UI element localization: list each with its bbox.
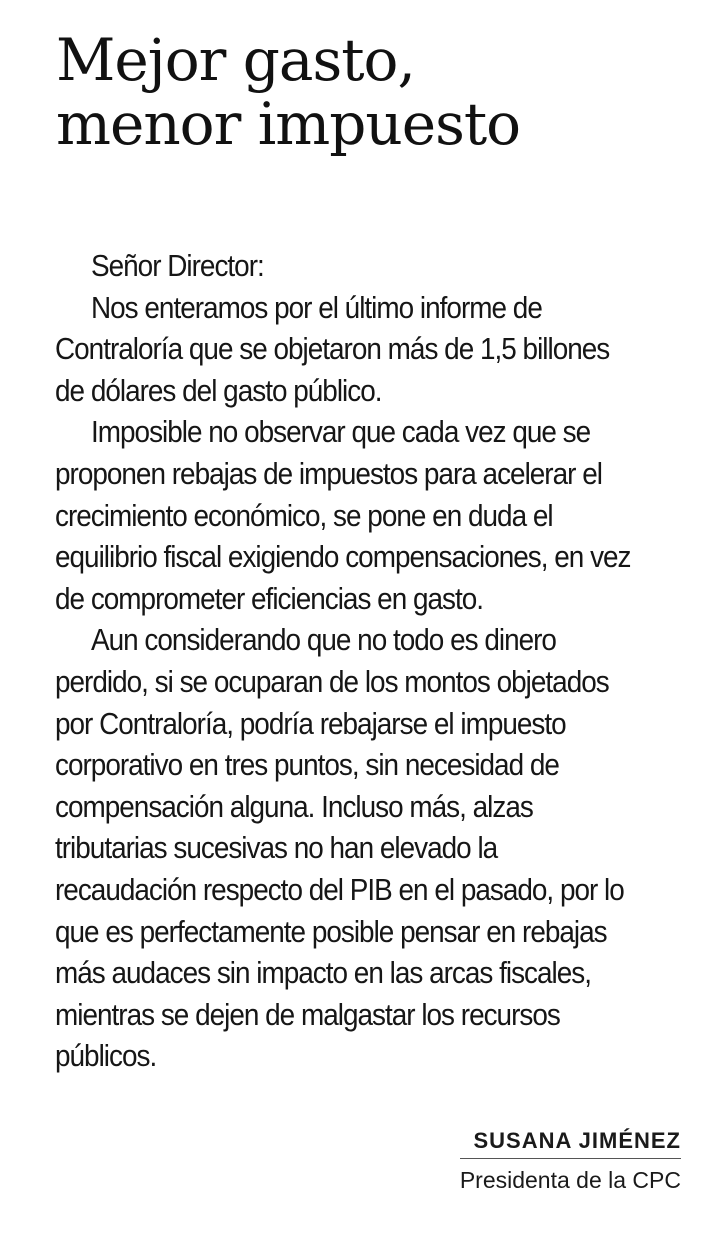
author-name: SUSANA JIMÉNEZ	[460, 1128, 681, 1159]
salutation: Señor Director:	[91, 248, 264, 283]
paragraph-3: Aun considerando que no todo es dinero perdido, si se ocuparan de los montos objetados por Contraloría, podría rebajarse el impuesto corporativo en tres puntos, sin necesidad de compensación alguna. Incluso más, alzas tributarias sucesivas no han elevado la recaudación respecto del PIB en el pasado, por lo que es perfectamente posible pensar en rebajas más audaces sin impacto en las arcas fiscales, mientras se dejen de malgastar los recursos públicos.	[55, 622, 624, 1074]
paragraph-1: Nos enteramos por el último informe de Contraloría que se objetaron más de 1,5 billones de dólares del gasto público.	[55, 289, 610, 408]
signature-block	[460, 1128, 681, 1194]
headline-line-2: menor impuesto	[56, 90, 521, 158]
letter-body	[55, 245, 631, 1077]
paragraph-2: Imposible no observar que cada vez que se proponen rebajas de impuestos para acelerar el crecimiento económico, se pone en duda el equilibrio fiscal exigiendo compensaciones, en vez de comprometer eficiencias en gasto.	[55, 414, 631, 616]
headline-line-1: Mejor gasto,	[56, 26, 415, 94]
headline	[56, 28, 520, 156]
author-title: Presidenta de la CPC	[459, 1167, 681, 1193]
